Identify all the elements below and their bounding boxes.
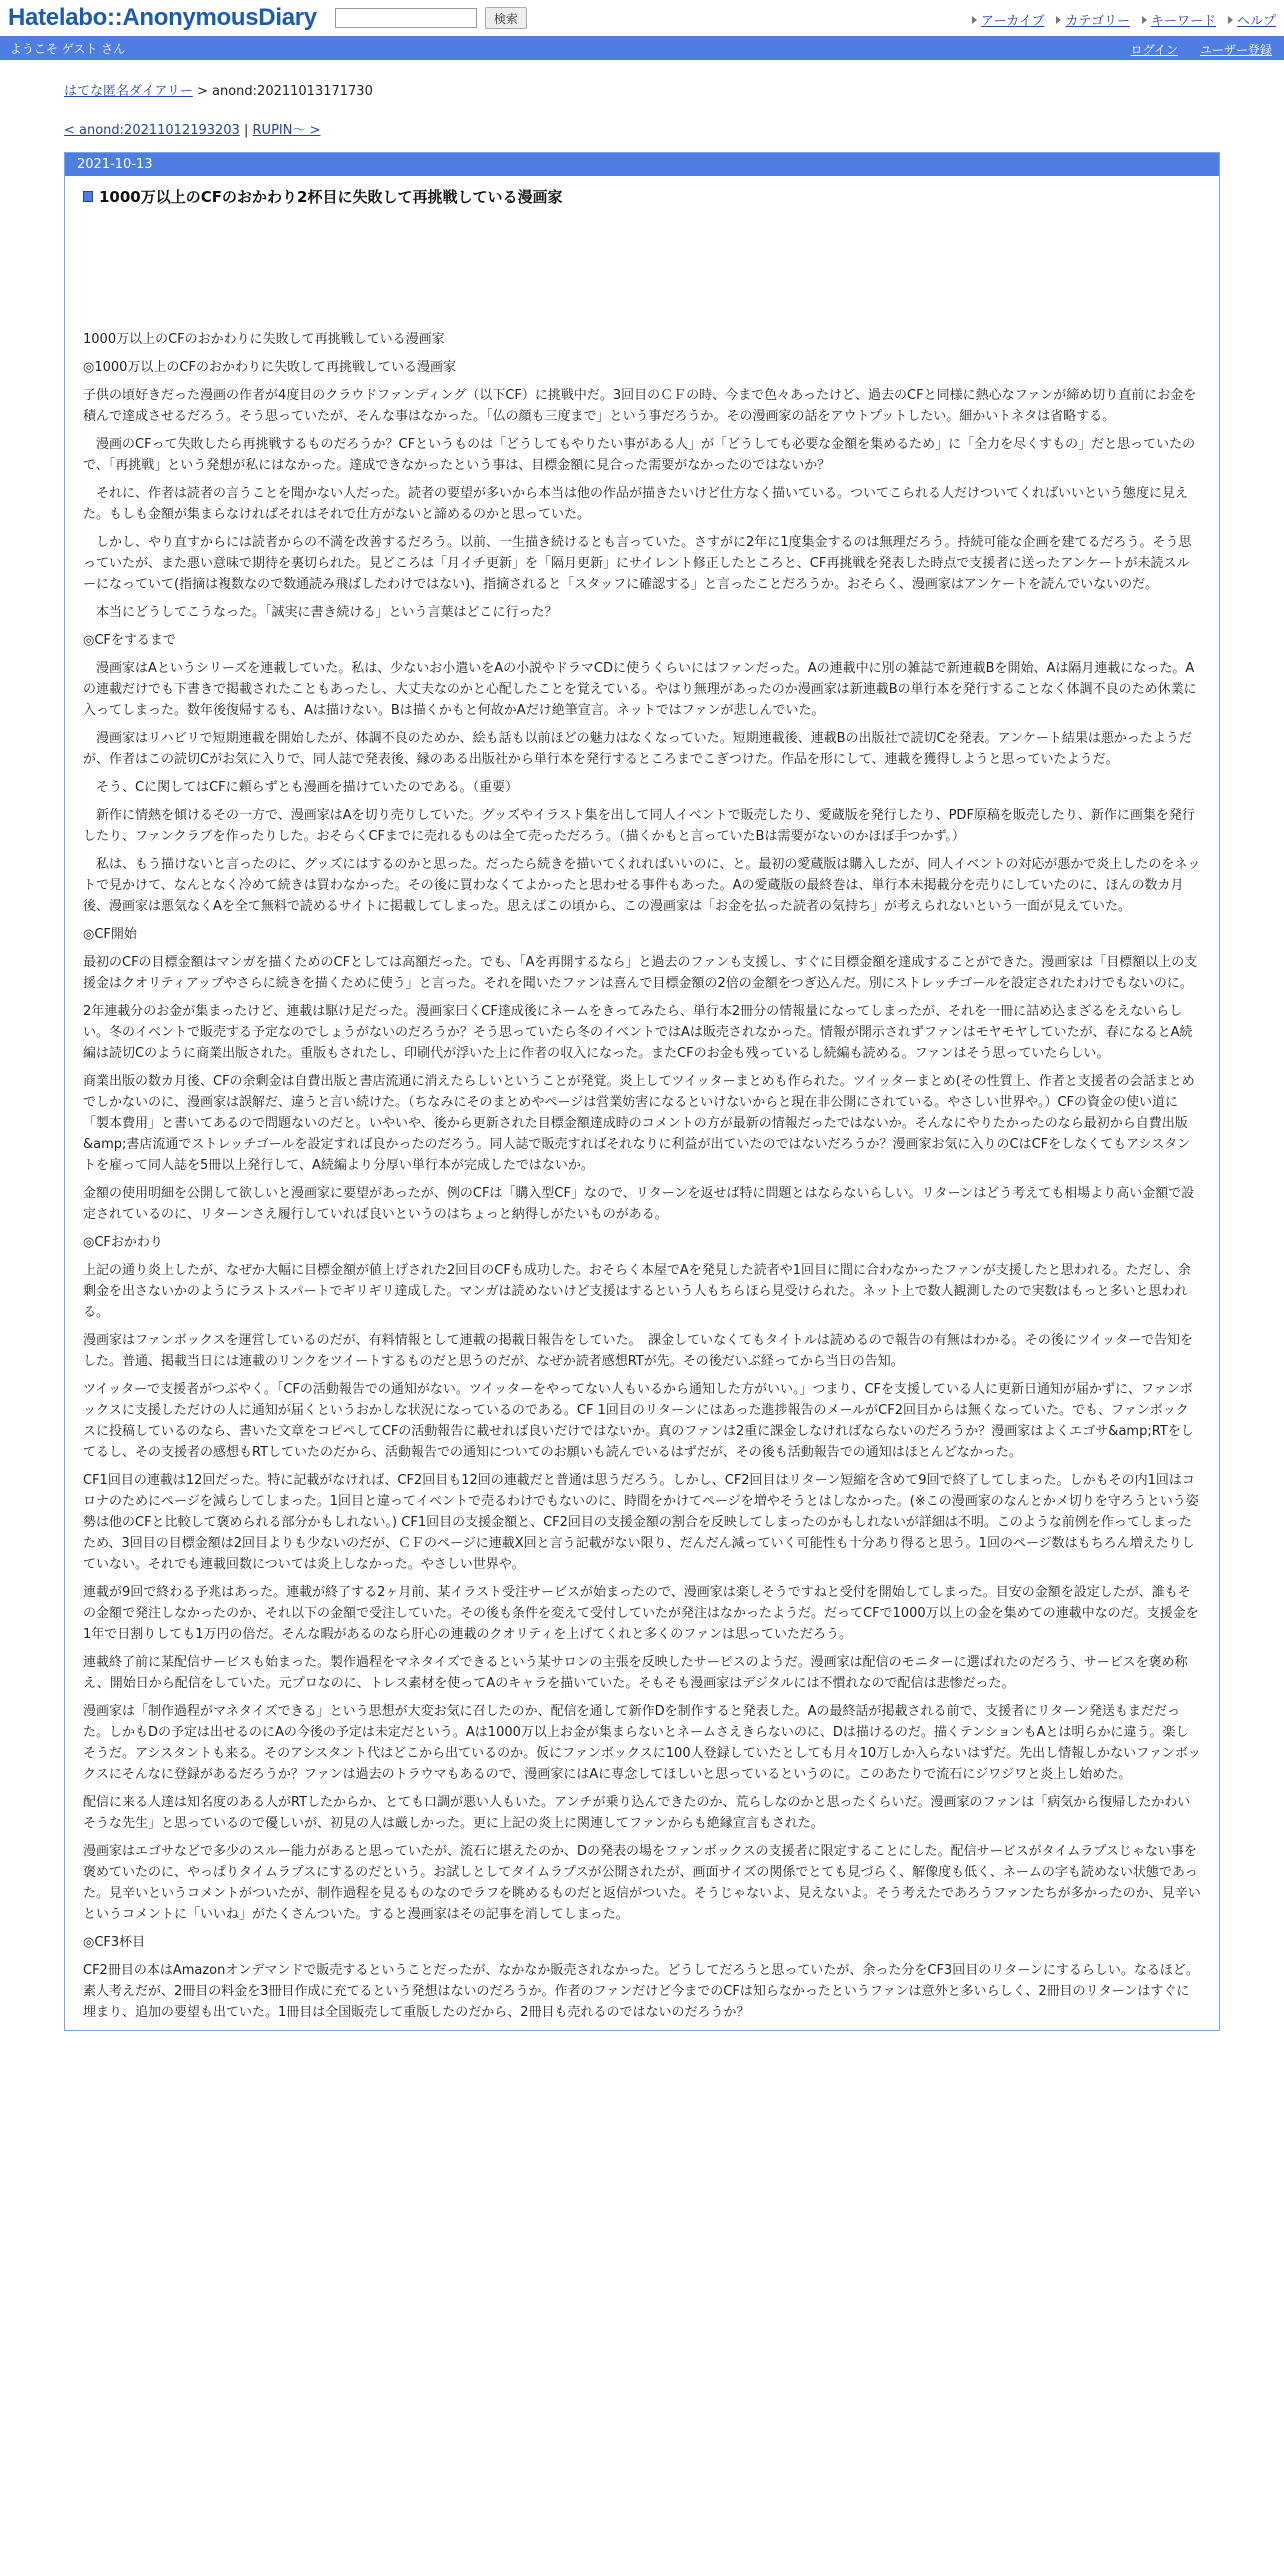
- entry-pager: [64, 119, 1284, 138]
- body-paragraph: しかし、やり直すからには読者からの不満を改善するだろう。以前、一生描き続けるとも言っていた。さすがに2年に1度集金するのは無理だろう。持続可能な企画を建てるだろう。そう思っていたが、また悪い意味で期待を裏切られた。見どころは「月イチ更新」を「隔月更新」にサイレント修正したところと、CF再挑戦を発表した時点で支援者に送ったアンケートが未読スルーになっていて(指摘は複数なので数通読み飛ばしたわけではない)、指摘されると「スタッフに確認する」と言ったことだろうか。おそらく、漫画家はアンケートを読んでいないのだ。: [83, 535, 1192, 592]
- breadcrumb-current: anond:20211013171730: [212, 84, 373, 99]
- site-logo[interactable]: Hatelabo::AnonymousDiary: [8, 4, 317, 31]
- body-paragraph: 最初のCFの目標金額はマンガを描くためのCFとしては高額だった。でも、「Aを再開するなら」と過去のファンも支援し、すぐに目標金額を達成することができた。漫画家は「目標額以上の支援金はクオリティアップやさらに続きを描くために使う」と言った。それを聞いたファンは喜んで目標金額の2倍の金額をつぎ込んだ。別にストレッチゴールを設定されたわけでもないのに。: [83, 955, 1198, 991]
- body-paragraph: 1000万以上のCFのおかわりに失敗して再挑戦している漫画家: [83, 332, 445, 347]
- section-heading: ◎CFおかわり: [83, 1235, 163, 1250]
- body-paragraph: 商業出版の数カ月後、CFの余剰金は自費出版と書店流通に消えたらしいということが発覚。炎上してツイッターまとめも作られた。ツイッターまとめ(その性質上、作者と支援者の会話まとめでしかないのに、漫画家は誤解だ、違うと言い続けた。（ちなみにそのまとめやページは営業妨害になるといけないからと現在非公開にされている。やさしい世界や。）CFの資金の使い道に「製本費用」と書いてあるので問題ないのだと。いやいや、後から更新された目標金額達成時のコメントの方が最新の情報だったではないか。そんなにやりたかったのなら最初から自費出版&amp;書店流通でストレッチゴールを設定すれば良かったのだろう。同人誌で販売すればそれなりに利益が出ていたのではないだろうか？漫画家お気に入りのCはCFをしなくてもアシスタントを雇って同人誌を5冊以上発行して、A続編より分厚い単行本が完成したではないか。: [83, 1074, 1195, 1173]
- body-paragraph: 漫画家は「制作過程がマネタイズできる」という思想が大変お気に召したのか、配信を通して新作Dを制作すると発表した。Aの最終話が掲載される前で、支援者にリターン発送もまだだった。しかもDの予定は出せるのにAの今後の予定は未定だという。Aは1000万以上お金が集まらないとネームさえきらないのに、Dは描けるのだ。描くテンションもAとは明らかに違う。楽しそうだ。アシスタントも来る。そのアシスタント代はどこから出ているのか。仮にファンボックスに100人登録していたとしても月々10万しか入らないはずだ。先出し情報しかないファンボックスにそんなに登録があるだろうか？ファンは過去のトラウマもあるので、漫画家にはAに専念してほしいと思っているというのに。このあたりで流石にジワジワと炎上し始めた。: [83, 1704, 1201, 1782]
- body-paragraph: そう、Cに関してはCFに頼らずとも漫画を描けていたのである。（重要）: [83, 780, 519, 795]
- body-paragraph: 漫画家はAというシリーズを連載していた。私は、少ないお小遣いをAの小説やドラマCDに使うくらいにはファンだった。Aの連載中に別の雑誌で新連載Bを開始、Aは隔月連載になった。Aの連載だけでも下書きで掲載されたこともあったし、大丈夫なのかと心配したことを覚えている。やはり無理があったのか漫画家は新連載Bの単行本を発行することなく体調不良のため休業に入ってしまった。数年後復帰するも、Aは描けない。Bは描くかもと何故かAだけ絶筆宣言。ネットではファンが悲しんでいた。: [83, 661, 1197, 718]
- body-paragraph: 漫画のCFって失敗したら再挑戦するものだろうか？CFというものは「どうしてもやりたい事がある人」が「どうしても必要な金額を集めるため」に「全力を尽くすもの」だと思っていたので、「再挑戦」という発想が私にはなかった。達成できなかったという事は、目標金額に見合った需要がなかったのではないか？: [83, 437, 1196, 473]
- user-bar: [0, 36, 1284, 60]
- body-paragraph: 2年連載分のお金が集まったけど、連載は駆け足だった。漫画家曰くCF達成後にネームをきってみたら、単行本2冊分の情報量になってしまったが、それを一冊に詰め込まざるをえないらしい。冬のイベントで販売する予定なのでしょうがないのだろうか？そう思っていたら冬のイベントではAは販売されなかった。情報が開示されずファンはモヤモヤしていたが、春になるとA続編は読切Cのように商業出版された。重版もされたし、印刷代が浮いた上に作者の収入になった。またCFのお金も残っているし続編も読める。ファンはそう思っていたらしい。: [83, 1004, 1193, 1061]
- entry-title[interactable]: [83, 186, 1201, 207]
- search-button[interactable]: 検索: [485, 7, 527, 29]
- day-box: [64, 152, 1220, 2031]
- nav-keyword-link[interactable]: [1142, 10, 1216, 29]
- login-link[interactable]: ログイン: [1130, 43, 1178, 57]
- nav-archive-link[interactable]: [972, 10, 1045, 29]
- body-paragraph: 配信に来る人達は知名度のある人がRTしたからか、とても口調が悪い人もいた。アンチが乗り込んできたのか、荒らしなのかと思ったくらいだ。漫画家のファンは「病気から復帰したかわいそうな先生」と思っているので優しいが、初見の人は厳しかった。更に上記の炎上に関連してファンからも絶縁宣言もされた。: [83, 1795, 1191, 1831]
- nav-keyword-label: キーワード: [1150, 14, 1216, 29]
- body-paragraph: 新作に情熱を傾けるその一方で、漫画家はAを切り売りしていた。グッズやイラスト集を出して同人イベントで販売したり、愛蔵版を発行したり、PDF原稿を販売したり、新作に画集を発行したり、ファンクラブを作ったりした。おそらくCFまでに売れるものは全て売っただろう。（描くかもと言っていたBは需要がないのかほぼ手つかず。）: [83, 808, 1195, 844]
- body-paragraph: 漫画家はエゴサなどで多少のスルー能力があると思っていたが、流石に堪えたのか、Dの発表の場をファンボックスの支援者に限定することにした。配信サービスがタイムラプスじゃない事を褒めていたのに、やっぱりタイムラプスにするのだという。お試しとしてタイムラプスが公開されたが、画面サイズの関係でとても見づらく、解像度も低く、ネームの字も読めない状態であった。見辛いというコメントがついたが、制作過程を見るものなのでラフを眺めるものだと返信がついた。そうじゃないよ、見えないよ。そう考えたであろうファンたちが多かったのか、見辛いというコメントに「いいね」がたくさんついた。すると漫画家はその記事を消してしまった。: [83, 1844, 1201, 1922]
- arrow-right-icon: [972, 16, 977, 24]
- entry-section: [65, 176, 1219, 2023]
- body-paragraph: 上記の通り炎上したが、なぜか大幅に目標金額が値上げされた2回目のCFも成功した。おそらく本屋でAを発見した読者や1回目に間に合わなかったファンが支援したと思われる。ただし、余剰金を出さないかのようにラストスパートでギリギリ達成した。マンガは読めないけど支援はするという人もちらほら見受けられた。ネット上で数人観測したので実数はもっと多いと思われる。: [83, 1263, 1191, 1320]
- welcome-text: ようこそ ゲスト さん: [10, 41, 126, 56]
- arrow-right-icon: [1056, 16, 1061, 24]
- nav-help-link[interactable]: [1228, 10, 1276, 29]
- section-heading: ◎1000万以上のCFのおかわりに失敗して再挑戦している漫画家: [83, 360, 456, 375]
- section-heading: ◎CFをするまで: [83, 633, 176, 648]
- body-paragraph: 連載終了前に某配信サービスも始まった。製作過程をマネタイズできるという某サロンの主張を反映したサービスのようだ。漫画家は配信のモニターに選ばれたのだろう、サービスを褒め称え、開始日から配信をしていた。元プロなのに、トレス素材を使ってAのキャラを描いていた。そもそも漫画家はデジタルには不慣れなので配信は悲惨だった。: [83, 1655, 1188, 1691]
- section-heading: ◎CF開始: [83, 927, 137, 942]
- entry-body: [83, 329, 1201, 2023]
- body-paragraph: CF2冊目の本はAmazonオンデマンドで販売するということだったが、なかなか販売されなかった。どうしてだろうと思っていたが、余った分をCF3回目のリターンにするらしい。なるほど。素人考えだが、2冊目の料金を3冊目作成に充てるという発想はないのだろうか。作者のファンだけど今までのCFは知らなかったというファンは意外と多いらしく、2冊目のリターンはすぐに埋まり、追加の要望も出ていた。1冊目は全国販売して重版したのだから、2冊目も売れるのではないのだろうか？: [83, 1963, 1199, 2020]
- nav-category-label: カテゴリー: [1065, 14, 1130, 29]
- body-paragraph: 子供の頃好きだった漫画の作者が4度目のクラウドファンディング（以下CF）に挑戦中だ。3回目のＣＦの時、今まで色々あったけど、過去のCFと同様に熱心なファンが締め切り直前にお金を積んで達成させるだろう。そう思っていたが、そんな事はなかった。「仏の顔も三度まで」という事だろうか。その漫画家の話をアウトプットしたい。細かいトネタは省略する。: [83, 388, 1197, 424]
- breadcrumb: [64, 80, 1284, 99]
- body-paragraph: CF1回目の連載は12回だった。特に記載がなければ、CF2回目も12回の連載だと普通は思うだろう。しかし、CF2回目はリターン短縮を含めて9回で終了してしまった。しかもその内1回はコロナのためにページを減らしてしまった。1回目と違ってイベントで売るわけでもないのに、時間をかけてページを増やそうとはしなかった。(※この漫画家のなんとかメ切りを守ろうという姿勢は他のCFと比較して褒められる部分かもしれない。) CF1回目の支援金額と、CF2回目の支援金額の割合を反映してしまったのかもしれないが詳細は不明。このような前例を作ってしまったため、3回目の目標金額は2回目よりも少ないのだが、ＣＦのページに連載X回と言う記載がない限り、だんだん減っていく可能性も十分あり得ると思う。1回のページ数はもちろん増えたりしていない。それでも連載回数については炎上しなかった。やさしい世界や。: [83, 1473, 1199, 1572]
- body-paragraph: 連載が9回で終わる予兆はあった。連載が終了する2ヶ月前、某イラスト受注サービスが始まったので、漫画家は楽しそうですねと受付を開始してしまった。目安の金額を設定したが、誰もその金額で発注しなかったのか、それ以下の金額で受注していた。その後も条件を変えて受付していたが発注はなかったようだ。だってCFで1000万以上の金を集めての連載中なのだ。支援金を1年で日割りしても1万円の倍だ。そんな暇があるのなら肝心の連載のクオリティを上げてくれと多くのファンは思っていただろう。: [83, 1585, 1199, 1642]
- body-paragraph: 漫画家はファンボックスを運営しているのだが、有料情報として連載の掲載日報告をしていた。 課金していなくてもタイトルは読めるので報告の有無はわかる。その後にツイッターで告知をした。普通、掲載当日には連載のリンクをツイートするものだと思うのだが、なぜか読者感想RTが先。その後だいぶ経ってから当日の告知。: [83, 1333, 1193, 1369]
- arrow-right-icon: [1228, 16, 1233, 24]
- section-heading: ◎CF3杯目: [83, 1935, 146, 1950]
- nav-archive-label: アーカイブ: [980, 14, 1045, 29]
- arrow-right-icon: [1142, 16, 1147, 24]
- register-link[interactable]: ユーザー登録: [1199, 43, 1272, 57]
- body-paragraph: 漫画家はリハビリで短期連載を開始したが、体調不良のためか、絵も話も以前ほどの魅力はなくなっていた。短期連載後、連載Bの出版社で読切Cを発表。アンケート結果は悪かったようだが、作者はこの読切Cがお気に入りで、同人誌で発表後、縁のある出版社から単行本を発行するところまでこぎつけた。作品を形にして、連載を獲得しようと思っていたようだ。: [83, 731, 1192, 767]
- user-links: [1131, 41, 1272, 58]
- body-paragraph: 金額の使用明細を公開して欲しいと漫画家に要望があったが、例のCFは「購入型CF」なので、リターンを返せば特に問題とはならないらしい。リターンはどう考えても相場より高い金額で設定されているのに、リターンさえ履行していれば良いというのはちょっと納得しがたいものがある。: [83, 1186, 1195, 1222]
- breadcrumb-separator: >: [192, 84, 213, 99]
- day-date: 2021-10-13: [65, 153, 1219, 176]
- search-input[interactable]: [335, 8, 477, 28]
- prev-entry-link[interactable]: < anond:20211012193203: [64, 123, 240, 138]
- pager-separator: |: [239, 123, 253, 138]
- body-paragraph: それに、作者は読者の言うことを聞かない人だった。読者の要望が多いから本当は他の作品が描きたいけど仕方なく描いている。ついてこられる人だけついてくればいいという態度に見えた。もしも金額が集まらなければそれはそれで仕方がないと諦めるのかと思っていた。: [83, 486, 1189, 522]
- site-header: [0, 0, 1284, 36]
- top-nav: [972, 10, 1276, 29]
- entry-title-text: 1000万以上のCFのおかわり2杯目に失敗して再挑戦している漫画家: [99, 188, 563, 206]
- nav-help-label: ヘルプ: [1236, 14, 1276, 29]
- nav-category-link[interactable]: [1056, 10, 1129, 29]
- next-entry-link[interactable]: RUPIN～ >: [252, 123, 321, 138]
- breadcrumb-home-link[interactable]: はてな匿名ダイアリー: [64, 84, 193, 99]
- entry-square-icon[interactable]: [83, 191, 93, 202]
- embed-spacer: [83, 207, 1201, 329]
- body-paragraph: 本当にどうしてこうなった。「誠実に書き続ける」という言葉はどこに行った？: [83, 605, 558, 620]
- body-paragraph: 私は、もう描けないと言ったのに、グッズにはするのかと思った。だったら続きを描いてくれればいいのに、と。最初の愛蔵版は購入したが、同人イベントの対応が悪かで炎上したのをネットで見かけて、なんとなく冷めて続きは買わなかった。その後に買わなくてよかったと思わせる事件もあった。Aの愛蔵版の最終巻は、単行本未掲載分を売りにしていたのに、ほんの数カ月後、漫画家は悪気なくAを全て無料で読めるサイトに掲載してしまった。思えばこの頃から、この漫画家は「お金を払った読者の気持ち」が考えられないという一面が見えていた。: [83, 857, 1201, 914]
- body-paragraph: ツイッターで支援者がつぶやく。「CFの活動報告での通知がない。ツイッターをやってない人もいるから通知した方がいい。」つまり、CFを支援している人に更新日通知が届かずに、ファンボックスに支援しただけの人に通知が届くというおかしな状況になっているのである。CF 1回目のリターンにはあった進捗報告のメールがCF2回目からは無くなっていた。でも、ファンボックスに投稿しているのなら、書いた文章をコピペしてCFの活動報告に載せれば良いだけではないか。真のファンは2重に課金しなければならないのだろうか？漫画家はよくエゴサ&amp;RTをしてるし、その支援者の感想もRTしていたのだから、活動報告での通知についてのお願いも読んでいるはずだが、その後も活動報告での通知はほとんどなかった。: [83, 1382, 1194, 1460]
